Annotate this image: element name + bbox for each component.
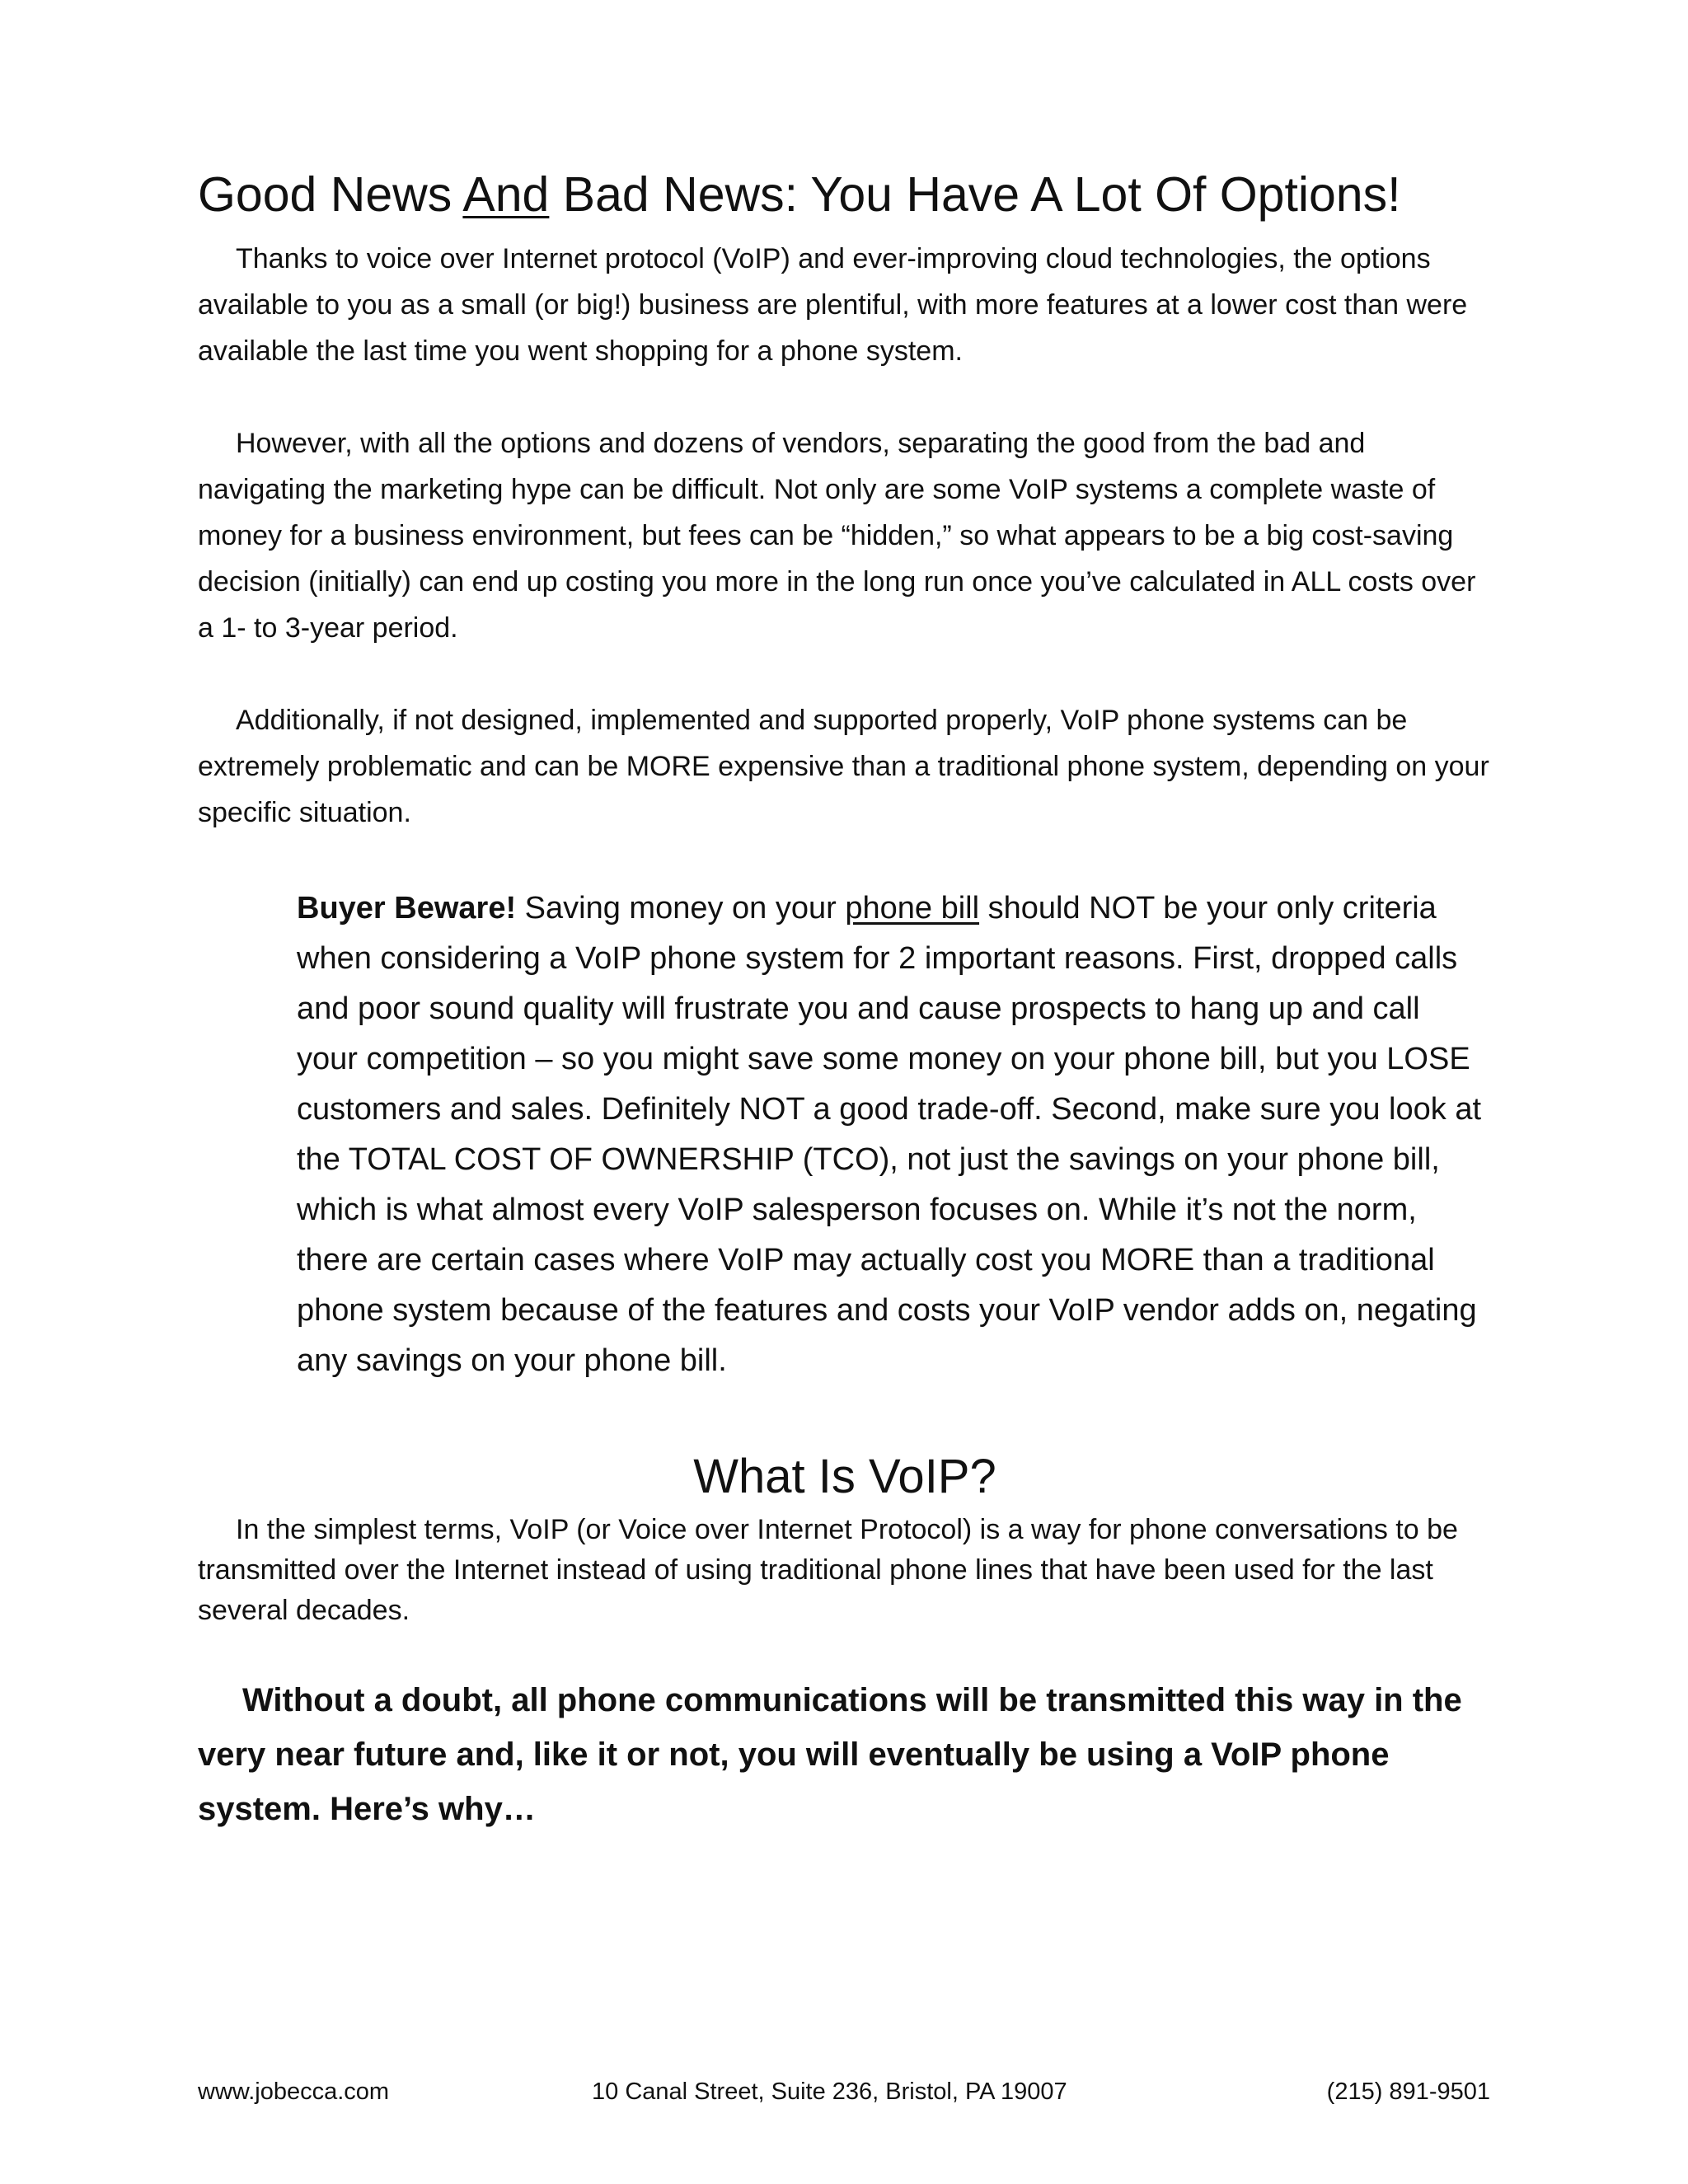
section-heading-what-is-voip: What Is VoIP? xyxy=(693,1450,996,1503)
footer-phone: (215) 891-9501 xyxy=(1326,2079,1490,2105)
heading-underlined-word: And xyxy=(462,167,550,222)
section-heading-options xyxy=(198,162,1517,227)
paragraph-voip-definition: In the simplest terms, VoIP (or Voice over Internet Protocol) is a way for phone conversations to be transmitted over the Internet instead of using traditional phone lines that have been used for the last several decades. xyxy=(198,1514,1458,1626)
paragraph-vendors-hype: However, with all the options and dozens of vendors, separating the good from the bad and navigating the marketing hype can be difficult. Not only are some VoIP systems a complete waste of money for a business environment, but fees can be “hidden,” so what appears to be a big cost-saving decision (initially) can end up costing you more in the long run once you’ve calculated in ALL costs over a 1- to 3-year period. xyxy=(198,428,1476,644)
footer-website: www.jobecca.com xyxy=(198,2079,390,2105)
heading-text-start: Good News xyxy=(198,167,463,222)
callout-lead: Buyer Beware! xyxy=(297,891,517,926)
callout-text-rest: should NOT be your only criteria when considering a VoIP phone system for 2 important reasons. First, dropped calls and poor sound quality will frustrate you and cause prospects to hang up and call your competition – so you might save some money on your phone bill, but you LOSE customers and sales. Definitely NOT a good trade-off. Second, make sure you look at the TOTAL COST OF OWNERSHIP (TCO), not just the savings on your phone bill, which is what almost every VoIP salesperson focuses on. While it’s not the norm, there are certain cases where VoIP may actually cost you MORE than a traditional phone system because of the features and costs your VoIP vendor adds on, negating any savings on your phone bill. xyxy=(297,891,1482,1378)
heading-text-end: Bad News: You Have A Lot Of Options! xyxy=(549,167,1401,222)
page-footer xyxy=(198,2075,1490,2108)
callout-underlined-phrase: phone bill xyxy=(845,891,980,926)
paragraph-voip-options: Thanks to voice over Internet protocol (VoIP) and ever-improving cloud technologies, the options available to you as a small (or big!) business are plentiful, with more features at a lower cost than were available the last time you went shopping for a phone system. xyxy=(198,243,1468,367)
paragraph-problematic: Additionally, if not designed, implemented and supported properly, VoIP phone systems can be extremely problematic and can be MORE expensive than a traditional phone system, depending on your specific situation. xyxy=(198,705,1489,828)
buyer-beware-callout xyxy=(297,883,1484,1386)
emphasis-paragraph: Without a doubt, all phone communications will be transmitted this way in the very near future and, like it or not, you will eventually be using a VoIP phone system. Here’s why… xyxy=(198,1682,1462,1827)
callout-text-start: Saving money on your xyxy=(516,891,846,926)
footer-address: 10 Canal Street, Suite 236, Bristol, PA 19007 xyxy=(592,2079,1067,2105)
